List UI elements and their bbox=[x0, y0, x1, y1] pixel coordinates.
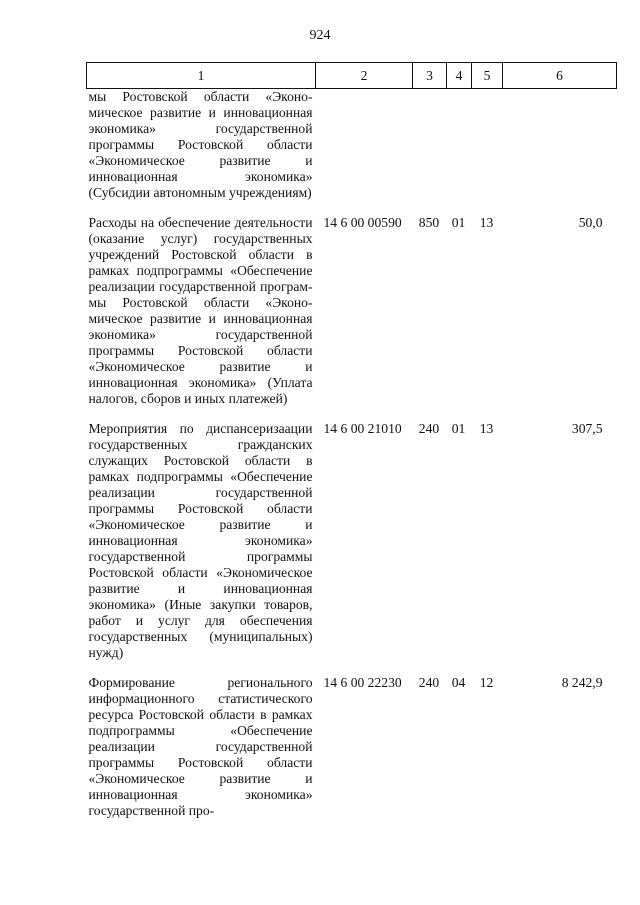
row-amount: 8 242,9 bbox=[561, 675, 603, 690]
row-amount: 307,5 bbox=[571, 421, 603, 436]
table-row bbox=[87, 421, 617, 675]
row-target-code: 14 6 00 22230 bbox=[323, 675, 402, 690]
table-row bbox=[87, 675, 617, 819]
column-header-1: 1 bbox=[87, 63, 316, 89]
column-header-3: 3 bbox=[413, 63, 447, 89]
row-subsection bbox=[472, 89, 503, 216]
row-section: 01 bbox=[451, 421, 466, 436]
row-description: Мероприятия по диспансеризаации государственных гражданских служащих Ростовской области в рамках подпрограммы «Обеспечение реализации государственной программы Ростовской области «Экономическое развитие и инновационная экономика» государственной программы Ростовской области «Экономическое развитие и инновационная экономика» (Иные закупки товаров, работ и услуг для обеспечения государственных (муниципальных) нужд) bbox=[88, 421, 313, 660]
row-expense-type bbox=[413, 89, 447, 216]
row-section: 01 bbox=[451, 215, 466, 230]
row-subsection: 13 bbox=[479, 421, 494, 436]
table-body bbox=[87, 89, 617, 820]
row-subsection: 12 bbox=[479, 675, 494, 690]
table-row bbox=[87, 89, 617, 216]
budget-table bbox=[86, 62, 617, 819]
row-amount: 50,0 bbox=[578, 215, 603, 230]
row-amount bbox=[503, 89, 617, 216]
row-expense-type: 240 bbox=[418, 421, 440, 436]
row-subsection: 13 bbox=[479, 215, 494, 230]
row-target-code: 14 6 00 00590 bbox=[323, 215, 402, 230]
row-expense-type: 240 bbox=[418, 675, 440, 690]
row-target-code: 14 6 00 21010 bbox=[323, 421, 402, 436]
row-target-code bbox=[316, 89, 413, 216]
column-header-2: 2 bbox=[316, 63, 413, 89]
row-section bbox=[447, 89, 472, 216]
column-header-6: 6 bbox=[503, 63, 617, 89]
row-description: Расходы на обеспечение деятельности (оказание услуг) государственных учреждений Ростовской области в рамках подпрограммы «Обеспечение реализации государственной программы Ростовской области «Экономическое развитие и инновационная экономика» государственной программы Ростовской области «Экономическое развитие и инновационная экономика» (Уплата налогов, сборов и иных платежей) bbox=[88, 215, 313, 406]
header-row bbox=[87, 63, 617, 89]
table-header bbox=[87, 63, 617, 89]
column-header-5: 5 bbox=[472, 63, 503, 89]
row-section: 04 bbox=[451, 675, 466, 690]
column-header-4: 4 bbox=[447, 63, 472, 89]
table-row bbox=[87, 215, 617, 421]
row-expense-type: 850 bbox=[418, 215, 440, 230]
page-number: 924 bbox=[309, 28, 331, 43]
row-description: Формирование регионального информационного статистического ресурса Ростовской области в рамках подпрограммы «Обеспечение реализации государственной программы Ростовской области «Экономическое развитие и инновационная экономика» государственной про- bbox=[88, 675, 313, 818]
row-description: мы Ростовской области «Экономическое развитие и инновационная экономика» государственной программы Ростовской области «Экономическое развитие и инновационная экономика» (Субсидии автономным учреждениям) bbox=[88, 89, 313, 200]
